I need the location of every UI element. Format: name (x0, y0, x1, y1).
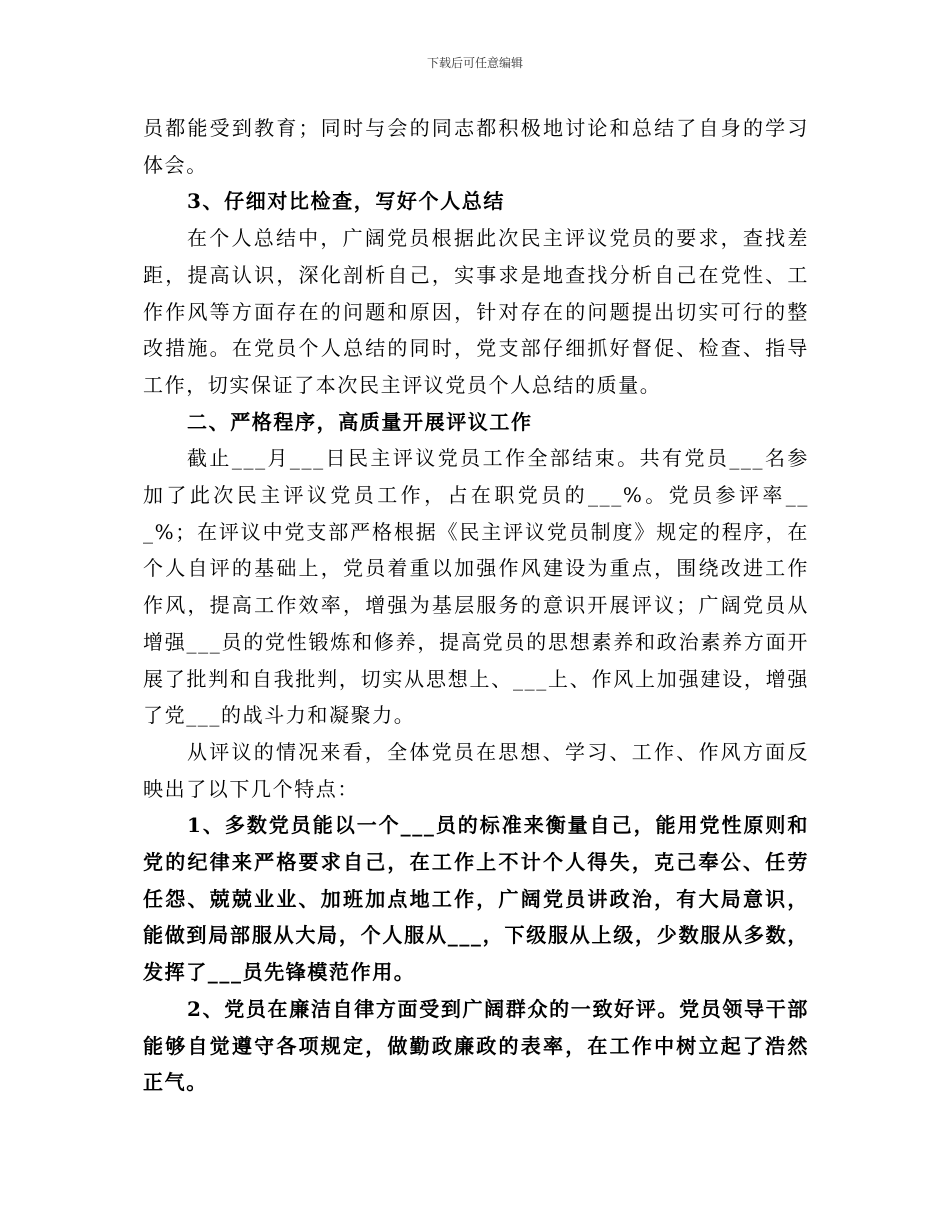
paragraph-review-process: 截止___月___日民主评议党员工作全部结束。共有党员___名参加了此次民主评议党员工作，占在职党员的___%。党员参评率___%；在评议中党支部严格根据《民主评议党员制度》规定的程序，在个人自评的基础上，党员着重以加强作风建设为重点，围绕改进工作作风，提高工作效率，增强为基层服务的意识开展评议；广阔党员从增强___员的党性锻炼和修养，提高党员的思想素养和政治素养方面开展了批判和自我批判，切实从思想上、___上、作风上加强建设，增强了党___的战斗力和凝聚力。 (143, 446, 809, 728)
paragraph-continuation: 员都能受到教育；同时与会的同志都积极地讨论和总结了自身的学习体会。 (143, 116, 809, 177)
document-body (143, 110, 809, 1101)
paragraph-personal-summary: 在个人总结中，广阔党员根据此次民主评议党员的要求，查找差距，提高认识，深化剖析自己，实事求是地查找分析自己在党性、工作作风等方面存在的问题和原因，针对存在的问题提出切实可行的整改措施。在党员个人总结的同时，党支部仔细抓好督促、检查、指导工作，切实保证了本次民主评议党员个人总结的质量。 (143, 226, 809, 397)
section-heading-2: 二、严格程序，高质量开展评议工作 (187, 409, 533, 434)
paragraph-point-2: 2、党员在廉洁自律方面受到广阔群众的一致好评。党员领导干部能够自觉遵守各项规定，做勤政廉政的表率，在工作中树立起了浩然正气。 (143, 996, 809, 1095)
page-header: 下载后可任意编辑 (426, 56, 523, 70)
paragraph-point-1: 1、多数党员能以一个___员的标准来衡量自己，能用党性原则和党的纪律来严格要求自己，在工作上不计个人得失，克己奉公、任劳任怨、兢兢业业、加班加点地工作，广阔党员讲政治，有大局意识，能做到局部服从大局，个人服从___，下级服从上级，少数服从多数，发挥了___员先锋模范作用。 (143, 813, 809, 985)
section-heading-3: 3、仔细对比检查，写好个人总结 (187, 189, 505, 214)
paragraph-review-findings: 从评议的情况来看，全体党员在思想、学习、工作、作风方面反映出了以下几个特点： (143, 739, 809, 801)
